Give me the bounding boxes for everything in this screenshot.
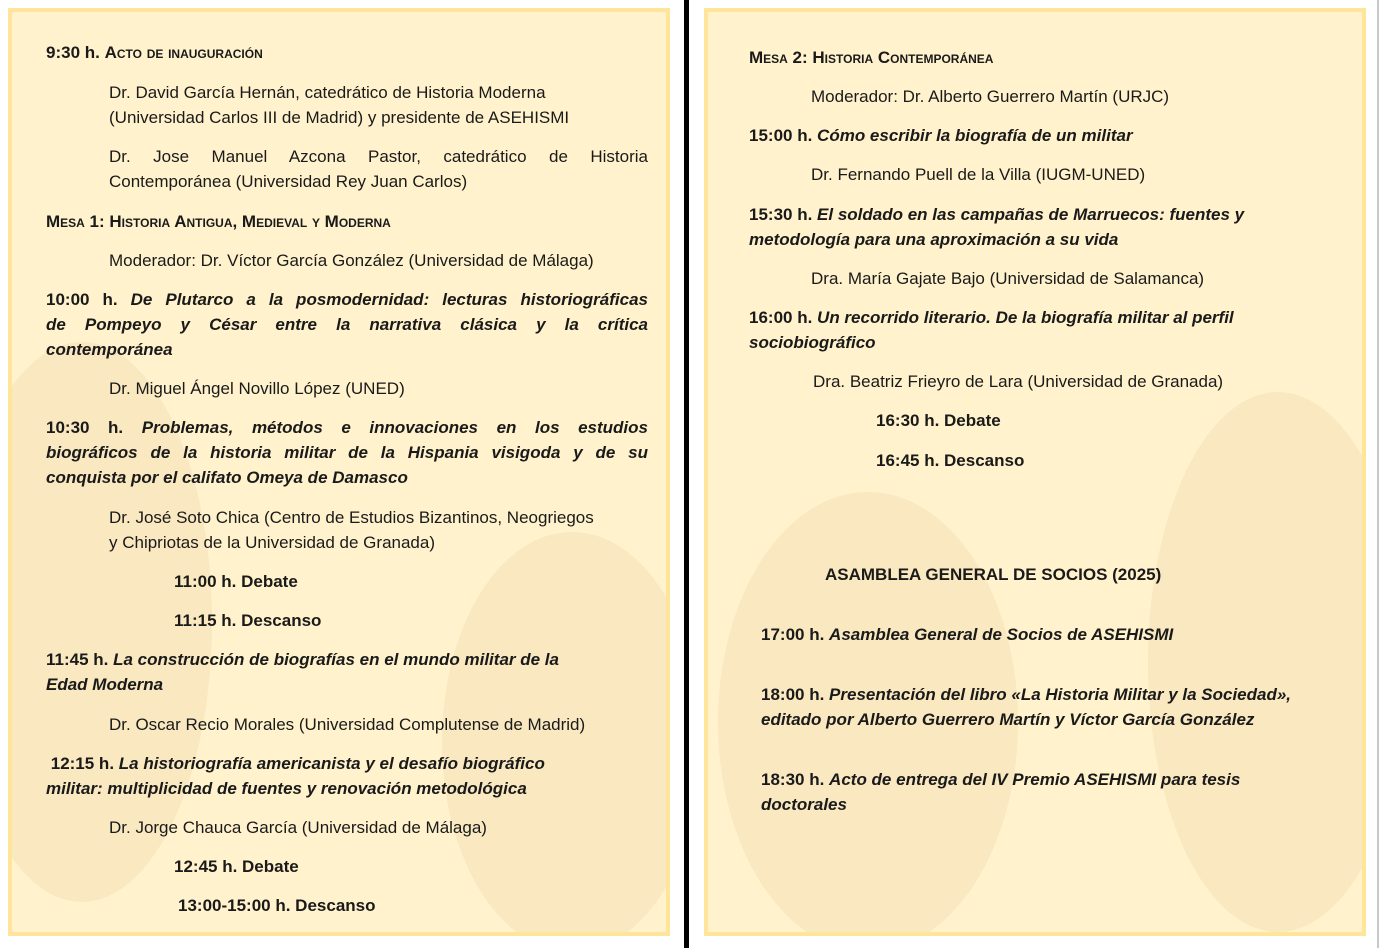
- event-1830: 18:30 h. Acto de entrega del IV Premio ASEHISMI para tesis doctorales: [761, 770, 1241, 814]
- speaker: Dr. Fernando Puell de la Villa (IUGM-UNED): [811, 165, 1146, 184]
- talk-1000: 10:00 h. De Plutarco a la posmodernidad: lecturas historiográficas de Pompeyo y César entre la narrativa clásica y la crítica contemporánea: [46, 290, 648, 359]
- speaker: Dra. Beatriz Frieyro de Lara (Universidad de Granada): [813, 372, 1224, 391]
- debate: 16:30 h. Debate: [876, 411, 1001, 430]
- scrollbar[interactable]: [1377, 0, 1379, 948]
- speaker: Dr. Miguel Ángel Novillo López (UNED): [109, 379, 405, 398]
- break: 16:45 h. Descanso: [876, 451, 1025, 470]
- break: 11:15 h. Descanso: [174, 611, 322, 630]
- talk-1600: 16:00 h. Un recorrido literario. De la biografía militar al perfil sociobiográfico: [749, 308, 1234, 352]
- speaker: Dra. María Gajate Bajo (Universidad de Salamanca): [811, 269, 1205, 288]
- speaker: Dr. José Soto Chica (Centro de Estudios Bizantinos, Neogriegos y Chipriotas de la Universidad de Granada): [109, 508, 594, 552]
- speaker: Dr. Jorge Chauca García (Universidad de Málaga): [109, 818, 487, 837]
- event-1700: 17:00 h. Asamblea General de Socios de ASEHISMI: [761, 625, 1174, 644]
- talk-1215: 12:15 h. La historiografía americanista y el desafío biográfico militar: multiplicidad de fuentes y renovación metodológica: [46, 754, 545, 798]
- talk-1030: 10:30 h. Problemas, métodos e innovaciones en los estudios biográficos de la historia militar de la Hispania visigoda y de su conquista por el califato Omeya de Damasco: [46, 418, 648, 487]
- mesa-1-heading: Mesa 1: Historia Antigua, Medieval y Moderna: [46, 212, 391, 231]
- speaker: Dr. Oscar Recio Morales (Universidad Complutense de Madrid): [109, 715, 586, 734]
- moderator: Moderador: Dr. Alberto Guerrero Martín (URJC): [811, 87, 1170, 106]
- speaker: Dr. Jose Manuel Azcona Pastor, catedrático de Historia Contemporánea (Universidad Rey Juan Carlos): [109, 147, 648, 191]
- page-divider: [684, 0, 689, 948]
- break: 13:00-15:00 h. Descanso: [178, 896, 376, 915]
- debate: 11:00 h. Debate: [174, 572, 298, 591]
- event-1800: 18:00 h. Presentación del libro «La Historia Militar y la Sociedad», editado por Alberto Guerrero Martín y Víctor García González: [761, 685, 1292, 729]
- inauguration-heading: 9:30 h. Acto de inauguración: [46, 43, 263, 62]
- debate: 12:45 h. Debate: [174, 857, 299, 876]
- mesa-2-heading: Mesa 2: Historia Contemporánea: [749, 48, 994, 67]
- talk-1145: 11:45 h. La construcción de biografías en el mundo militar de la Edad Moderna: [46, 650, 559, 694]
- talk-1500: 15:00 h. Cómo escribir la biografía de un militar: [749, 126, 1133, 145]
- assembly-heading: ASAMBLEA GENERAL DE SOCIOS (2025): [825, 565, 1162, 584]
- moderator: Moderador: Dr. Víctor García González (Universidad de Málaga): [109, 251, 594, 270]
- speaker: Dr. David García Hernán, catedrático de Historia Moderna (Universidad Carlos III de Madrid) y presidente de ASEHISMI: [109, 83, 570, 127]
- talk-1530: 15:30 h. El soldado en las campañas de Marruecos: fuentes y metodología para una aproximación a su vida: [749, 205, 1245, 249]
